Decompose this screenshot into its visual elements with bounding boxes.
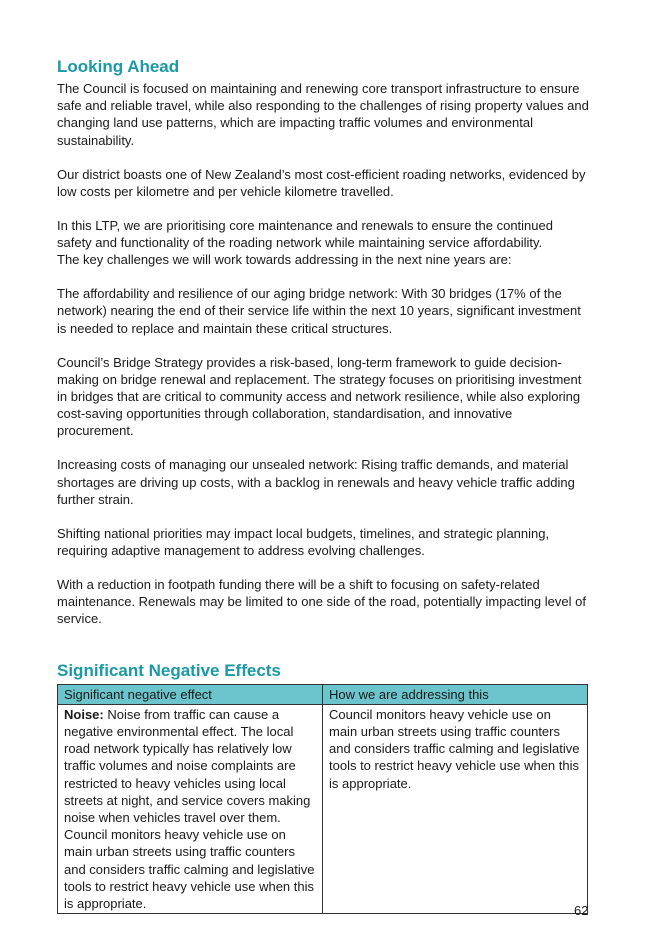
effect-text: Noise from traffic can cause a negative environmental effect. The local road network typically has relatively low traffic volumes and noise complaints are restricted to heavy vehicles using local streets at night, and service covers making noise when vehicles travel over them. Council monitors heavy vehicle use on main urban streets using traffic counters and considers traffic calming and legislative tools to restrict heavy vehicle use when this is appropriate.: [64, 706, 315, 912]
paragraph-national-priorities: Shifting national priorities may impact local budgets, timelines, and strategic planning, requiring adaptive management to address evolving challenges.: [57, 525, 550, 559]
table-header-row: [58, 684, 588, 704]
document-page: [57, 56, 589, 914]
paragraph-ltp-priorities: In this LTP, we are prioritising core maintenance and renewals to ensure the continued safety and functionality of the roading network while maintaining service affordability.: [57, 217, 553, 251]
column-header-response: How we are addressing this: [323, 684, 588, 704]
page-number: 62: [574, 903, 589, 918]
section-heading-negative-effects: Significant Negative Effects: [57, 660, 281, 680]
paragraph-unsealed-network: Increasing costs of managing our unsealed network: Rising traffic demands, and material shortages are driving up costs, with a backlog in renewals and heavy vehicle traffic adding further strain.: [57, 457, 575, 507]
column-header-effect: Significant negative effect: [58, 684, 323, 704]
section-heading-looking-ahead: Looking Ahead: [57, 57, 180, 76]
paragraph-footpath-funding: With a reduction in footpath funding there will be a shift to focusing on safety-related maintenance. Renewals may be limited to one side of the road, potentially impacting level of service.: [57, 577, 586, 627]
paragraph-bridge-strategy: Council’s Bridge Strategy provides a risk-based, long-term framework to guide decision-making on bridge renewal and replacement. The strategy focuses on prioritising investment in bridges that are critical to community access and network resilience, while also exploring cost-saving opportunities through collaboration, standardisation, and innovative procurement.: [57, 354, 582, 439]
negative-effects-table: [57, 684, 588, 915]
response-cell: Council monitors heavy vehicle use on main urban streets using traffic counters and considers traffic calming and legislative tools to restrict heavy vehicle use when this is appropriate.: [323, 704, 588, 913]
paragraph-bridge-network: The affordability and resilience of our aging bridge network: With 30 bridges (17% of the network) nearing the end of their service life within the next 10 years, significant investment is needed to replace and maintain these critical structures.: [57, 286, 581, 336]
table-row: [58, 704, 588, 913]
effect-cell: [58, 704, 323, 913]
paragraph-intro: The Council is focused on maintaining and renewing core transport infrastructure to ensure safe and reliable travel, while also responding to the challenges of rising property values and changing land use patterns, which are impacting traffic volumes and environmental sustainability.: [57, 81, 589, 148]
paragraph-key-challenges: The key challenges we will work towards addressing in the next nine years are:: [57, 252, 512, 268]
paragraph-cost-efficient: Our district boasts one of New Zealand’s most cost-efficient roading networks, evidenced by low costs per kilometre and per vehicle kilometre travelled.: [57, 166, 586, 199]
effect-label: Noise:: [64, 706, 104, 722]
